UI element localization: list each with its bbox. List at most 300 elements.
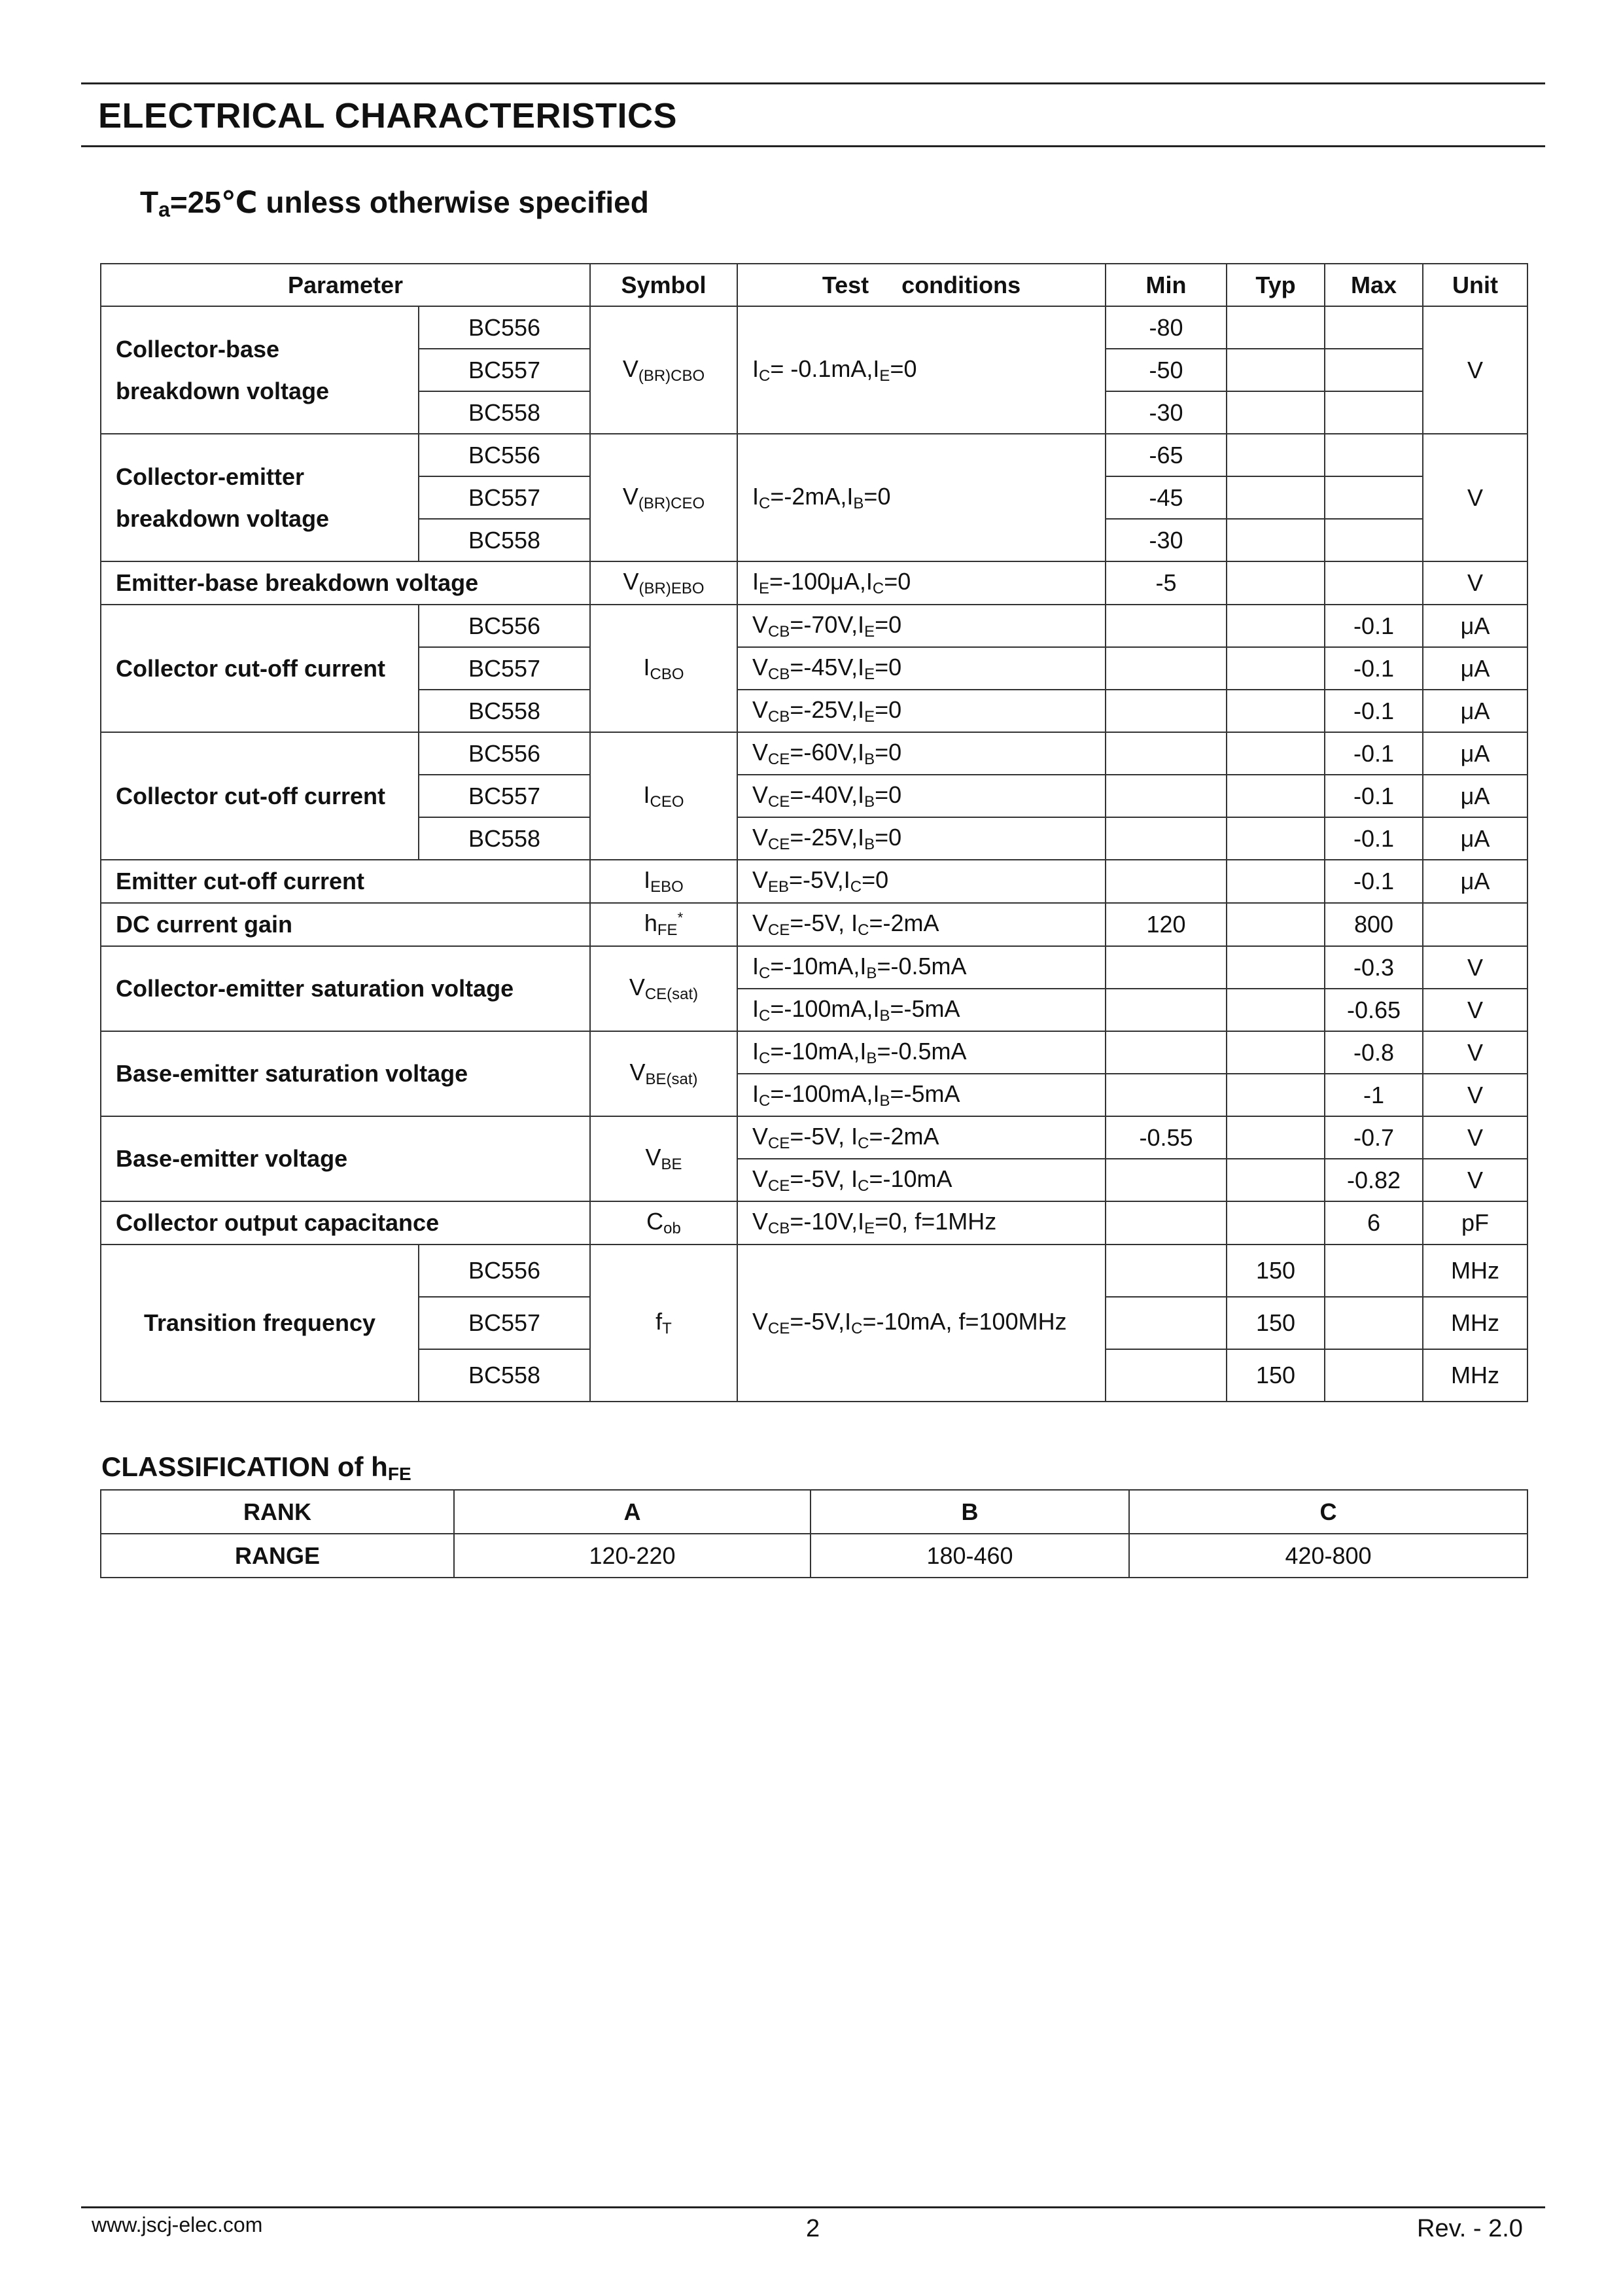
- max-cell: [1325, 561, 1423, 605]
- c: =-5V,I: [789, 866, 850, 893]
- sym: h: [644, 910, 657, 936]
- device-cell: BC556: [419, 605, 590, 647]
- min-cell: [1106, 1349, 1227, 1402]
- c: =-5V, I: [790, 1122, 858, 1150]
- c: V: [752, 610, 769, 638]
- typ-cell: [1227, 860, 1325, 903]
- typ-cell: [1227, 476, 1325, 519]
- test-cell: [737, 989, 1106, 1031]
- device-cell: BC558: [419, 1349, 590, 1402]
- test-cell: [737, 1159, 1106, 1201]
- s: EB: [768, 878, 790, 896]
- symbol-cell: [590, 1245, 737, 1402]
- max-cell: -0.65: [1325, 989, 1423, 1031]
- c: =-70V,I: [790, 610, 865, 638]
- c: I: [752, 1037, 759, 1065]
- table-row: [101, 434, 1527, 476]
- typ-cell: 150: [1227, 1297, 1325, 1349]
- c: V: [752, 738, 769, 766]
- unit-cell: MHz: [1423, 1297, 1527, 1349]
- param-ft: Transition frequency: [101, 1245, 419, 1402]
- s: CE: [768, 921, 790, 939]
- c: =-100μA,I: [769, 568, 873, 595]
- max-cell: -0.1: [1325, 605, 1423, 647]
- unit-cell: μA: [1423, 817, 1527, 860]
- c: =-5mA: [890, 995, 960, 1022]
- sym-sub: ob: [663, 1220, 681, 1237]
- max-cell: [1325, 1297, 1423, 1349]
- typ-cell: [1227, 1159, 1325, 1201]
- sym: V: [622, 355, 638, 382]
- s: E: [759, 580, 770, 597]
- header-symbol: Symbol: [590, 264, 737, 306]
- param-vbe: Base-emitter voltage: [101, 1116, 590, 1201]
- sym-sub: CBO: [650, 665, 684, 683]
- device-cell: BC557: [419, 349, 590, 391]
- device-cell: BC556: [419, 1245, 590, 1297]
- device-cell: BC558: [419, 690, 590, 732]
- max-cell: [1325, 476, 1423, 519]
- header-typ: Typ: [1227, 264, 1325, 306]
- sym-sub: BE: [661, 1156, 682, 1173]
- table-row: [101, 1534, 1527, 1578]
- min-cell: [1106, 690, 1227, 732]
- max-cell: [1325, 434, 1423, 476]
- max-cell: [1325, 349, 1423, 391]
- table-row: [101, 306, 1527, 349]
- unit-cell: [1423, 903, 1527, 946]
- min-cell: -30: [1106, 391, 1227, 434]
- param-icbo: Collector cut-off current: [101, 605, 419, 732]
- sym-sub: (BR)EBO: [638, 580, 705, 597]
- sym-sub: (BR)CEO: [638, 494, 705, 512]
- test-cell: [737, 1074, 1106, 1116]
- symbol-cell: [590, 1116, 737, 1201]
- c: =-2mA: [869, 910, 939, 936]
- param-vbesat: Base-emitter saturation voltage: [101, 1031, 590, 1116]
- device-cell: BC556: [419, 434, 590, 476]
- cond-rest: =25℃ unless otherwise specified: [169, 185, 649, 219]
- s: C: [759, 366, 771, 385]
- c: V: [752, 910, 769, 936]
- s: E: [864, 707, 875, 726]
- unit-cell: μA: [1423, 647, 1527, 690]
- symbol-cell: [590, 434, 737, 561]
- page-title: ELECTRICAL CHARACTERISTICS: [98, 96, 678, 135]
- c: =-10V,I: [790, 1208, 865, 1235]
- param-emitter-base: Emitter-base breakdown voltage: [101, 561, 590, 605]
- sym: V: [623, 568, 639, 595]
- device-cell: BC557: [419, 476, 590, 519]
- sym: I: [643, 653, 650, 680]
- c: I: [752, 952, 759, 980]
- conditions-heading: [140, 185, 649, 222]
- sym: C: [646, 1208, 664, 1235]
- sym-sub: EBO: [650, 878, 684, 896]
- s: B: [879, 1091, 890, 1110]
- top-rule: [81, 82, 1545, 84]
- max-cell: 800: [1325, 903, 1423, 946]
- sym-sub: T: [662, 1320, 672, 1337]
- device-cell: BC558: [419, 391, 590, 434]
- unit-cell: μA: [1423, 732, 1527, 775]
- test-cell: [737, 946, 1106, 989]
- test-cell: [737, 903, 1106, 946]
- param-collector-base: [101, 306, 419, 434]
- c: =0: [884, 568, 911, 595]
- c: =0: [875, 738, 902, 766]
- c: =-5mA: [890, 1080, 960, 1107]
- unit-cell: MHz: [1423, 1349, 1527, 1402]
- unit-cell: V: [1423, 1031, 1527, 1074]
- typ-cell: [1227, 1116, 1325, 1159]
- c: =0: [864, 482, 891, 510]
- sym: V: [622, 482, 638, 510]
- typ-cell: [1227, 647, 1325, 690]
- c: =-100mA,I: [770, 1080, 880, 1107]
- c: =-2mA: [869, 1122, 939, 1150]
- max-cell: [1325, 391, 1423, 434]
- s: C: [858, 1134, 869, 1152]
- test-cell: [737, 1245, 1106, 1402]
- symbol-cell: [590, 561, 737, 605]
- classification-title-text: CLASSIFICATION of h: [101, 1451, 388, 1482]
- device-cell: BC557: [419, 775, 590, 817]
- header-max: Max: [1325, 264, 1423, 306]
- c: =-10mA, f=100MHz: [862, 1308, 1067, 1335]
- param-collector-emitter: [101, 434, 419, 561]
- min-cell: [1106, 605, 1227, 647]
- test-cell: [737, 1201, 1106, 1245]
- min-cell: [1106, 1031, 1227, 1074]
- min-cell: [1106, 1074, 1227, 1116]
- c: =0: [875, 653, 902, 680]
- c: =-0.5mA: [877, 952, 967, 980]
- unit-cell: MHz: [1423, 1245, 1527, 1297]
- s: B: [879, 1006, 890, 1025]
- device-cell: BC557: [419, 1297, 590, 1349]
- c: V: [752, 781, 769, 808]
- s: E: [864, 665, 875, 683]
- header-unit: Unit: [1423, 264, 1527, 306]
- typ-cell: [1227, 775, 1325, 817]
- min-cell: [1106, 647, 1227, 690]
- max-cell: -0.1: [1325, 775, 1423, 817]
- s: CB: [768, 707, 790, 726]
- header-min: Min: [1106, 264, 1227, 306]
- s: C: [759, 1049, 771, 1067]
- c: =-2mA,I: [770, 482, 854, 510]
- min-cell: [1106, 1245, 1227, 1297]
- c: I: [752, 1080, 759, 1107]
- unit-cell: V: [1423, 946, 1527, 989]
- typ-cell: [1227, 306, 1325, 349]
- param-vcesat: Collector-emitter saturation voltage: [101, 946, 590, 1031]
- max-cell: -0.1: [1325, 732, 1423, 775]
- test-cell: [737, 690, 1106, 732]
- table-row: [101, 1245, 1527, 1297]
- max-cell: -1: [1325, 1074, 1423, 1116]
- c: I: [752, 482, 759, 510]
- c: I: [752, 995, 759, 1022]
- symbol-cell: [590, 306, 737, 434]
- sym: f: [655, 1308, 663, 1335]
- min-cell: -65: [1106, 434, 1227, 476]
- table-row: [101, 903, 1527, 946]
- max-cell: [1325, 1349, 1423, 1402]
- symbol-cell: [590, 605, 737, 732]
- param-cob: Collector output capacitance: [101, 1201, 590, 1245]
- s: CB: [768, 665, 790, 683]
- header-test-conditions: Test conditions: [737, 264, 1106, 306]
- symbol-cell: [590, 732, 737, 860]
- rank-b: B: [811, 1490, 1129, 1534]
- table-row: [101, 946, 1527, 989]
- sym: V: [629, 974, 645, 1000]
- c: =0: [875, 696, 902, 723]
- symbol-cell: [590, 946, 737, 1031]
- table-row: [101, 1031, 1527, 1074]
- rank-c: C: [1129, 1490, 1527, 1534]
- s: B: [866, 1049, 877, 1067]
- unit-cell: μA: [1423, 775, 1527, 817]
- test-cell: [737, 1031, 1106, 1074]
- sym-sub: CEO: [650, 792, 684, 811]
- c: = -0.1mA,I: [770, 355, 880, 382]
- param-line: breakdown voltage: [116, 377, 330, 404]
- typ-cell: [1227, 946, 1325, 989]
- s: C: [851, 1320, 863, 1337]
- c: V: [752, 1208, 769, 1235]
- typ-cell: [1227, 690, 1325, 732]
- page-number: 2: [806, 2215, 820, 2242]
- test-cell: [737, 561, 1106, 605]
- range-b: 180-460: [811, 1534, 1129, 1578]
- c: =-45V,I: [790, 653, 865, 680]
- c: =0: [862, 866, 889, 893]
- unit-cell: V: [1423, 989, 1527, 1031]
- c: V: [752, 1308, 769, 1335]
- min-cell: [1106, 775, 1227, 817]
- range-label: RANGE: [101, 1534, 454, 1578]
- c: V: [752, 866, 769, 893]
- test-cell: [737, 817, 1106, 860]
- sym: I: [644, 866, 651, 893]
- s: C: [858, 921, 869, 939]
- min-cell: [1106, 732, 1227, 775]
- max-cell: -0.8: [1325, 1031, 1423, 1074]
- typ-cell: [1227, 349, 1325, 391]
- c: I: [752, 355, 759, 382]
- range-c: 420-800: [1129, 1534, 1527, 1578]
- c: =-5V, I: [790, 1165, 858, 1192]
- typ-cell: [1227, 519, 1325, 561]
- range-a: 120-220: [454, 1534, 811, 1578]
- unit-cell: V: [1423, 1159, 1527, 1201]
- typ-cell: [1227, 732, 1325, 775]
- symbol-cell: [590, 1201, 737, 1245]
- typ-cell: [1227, 391, 1325, 434]
- min-cell: -80: [1106, 306, 1227, 349]
- c: =-10mA: [869, 1165, 952, 1192]
- unit-cell: μA: [1423, 860, 1527, 903]
- s: CE: [768, 750, 790, 768]
- typ-cell: [1227, 1201, 1325, 1245]
- min-cell: [1106, 1159, 1227, 1201]
- test-cell: [737, 1116, 1106, 1159]
- cond-t: T: [140, 185, 159, 219]
- c: =-40V,I: [790, 781, 865, 808]
- test-cell: [737, 775, 1106, 817]
- sym-sub: FE: [657, 921, 678, 939]
- table-row: [101, 860, 1527, 903]
- s: C: [850, 878, 862, 896]
- typ-cell: [1227, 434, 1325, 476]
- c: V: [752, 1165, 769, 1192]
- typ-cell: [1227, 1031, 1325, 1074]
- c: V: [752, 823, 769, 851]
- typ-cell: [1227, 561, 1325, 605]
- c: =-10mA,I: [770, 1037, 867, 1065]
- max-cell: 6: [1325, 1201, 1423, 1245]
- min-cell: -5: [1106, 561, 1227, 605]
- param-line: Collector-base: [116, 335, 280, 362]
- device-cell: BC558: [419, 817, 590, 860]
- sym-sub: BE(sat): [645, 1070, 698, 1088]
- s: CE: [768, 1320, 790, 1337]
- param-hfe: DC current gain: [101, 903, 590, 946]
- sym: I: [643, 781, 650, 808]
- s: C: [759, 1091, 771, 1110]
- table-row: [101, 1490, 1527, 1534]
- footer-url: www.jscj-elec.com: [92, 2213, 263, 2236]
- device-cell: BC556: [419, 306, 590, 349]
- typ-cell: [1227, 605, 1325, 647]
- device-cell: BC558: [419, 519, 590, 561]
- footer-rule: [81, 2206, 1545, 2208]
- unit-cell: μA: [1423, 605, 1527, 647]
- s: C: [759, 964, 771, 982]
- c: =0, f=1MHz: [875, 1208, 997, 1235]
- typ-cell: [1227, 817, 1325, 860]
- unit-cell: V: [1423, 434, 1527, 561]
- sym: V: [629, 1059, 646, 1086]
- typ-cell: 150: [1227, 1245, 1325, 1297]
- max-cell: [1325, 306, 1423, 349]
- unit-cell: pF: [1423, 1201, 1527, 1245]
- max-cell: -0.1: [1325, 817, 1423, 860]
- device-cell: BC557: [419, 647, 590, 690]
- c: I: [752, 568, 759, 595]
- rank-a: A: [454, 1490, 811, 1534]
- s: E: [864, 622, 875, 641]
- s: CB: [768, 1220, 790, 1237]
- min-cell: [1106, 860, 1227, 903]
- unit-cell: μA: [1423, 690, 1527, 732]
- typ-cell: 150: [1227, 1349, 1325, 1402]
- table-row: [101, 561, 1527, 605]
- sym-sup: *: [677, 910, 684, 926]
- max-cell: -0.82: [1325, 1159, 1423, 1201]
- typ-cell: [1227, 1074, 1325, 1116]
- min-cell: -30: [1106, 519, 1227, 561]
- s: B: [864, 750, 875, 768]
- table-row: [101, 605, 1527, 647]
- min-cell: 120: [1106, 903, 1227, 946]
- c: =0: [875, 610, 902, 638]
- c: V: [752, 696, 769, 723]
- s: CE: [768, 792, 790, 811]
- max-cell: -0.1: [1325, 690, 1423, 732]
- sym: V: [645, 1144, 661, 1171]
- s: B: [864, 792, 875, 811]
- max-cell: [1325, 1245, 1423, 1297]
- max-cell: -0.1: [1325, 860, 1423, 903]
- c: =-0.5mA: [877, 1037, 967, 1065]
- test-cell: [737, 605, 1106, 647]
- test-cell: [737, 306, 1106, 434]
- c: =-25V,I: [790, 696, 865, 723]
- param-line: breakdown voltage: [116, 504, 330, 532]
- title-underline: [81, 145, 1545, 147]
- test-cell: [737, 434, 1106, 561]
- min-cell: [1106, 817, 1227, 860]
- c: =-10mA,I: [770, 952, 867, 980]
- s: C: [759, 1006, 771, 1025]
- c: =-25V,I: [790, 823, 865, 851]
- typ-cell: [1227, 989, 1325, 1031]
- c: =-5V, I: [790, 910, 858, 936]
- symbol-cell: [590, 1031, 737, 1116]
- s: C: [759, 494, 771, 512]
- classification-title-sub: FE: [387, 1464, 411, 1484]
- typ-cell: [1227, 903, 1325, 946]
- param-iceo: Collector cut-off current: [101, 732, 419, 860]
- c: =0: [890, 355, 917, 382]
- electrical-characteristics-table: [100, 263, 1528, 1402]
- s: CE: [768, 1176, 790, 1195]
- test-cell: [737, 647, 1106, 690]
- test-cell: [737, 860, 1106, 903]
- header-parameter: Parameter: [101, 264, 590, 306]
- rank-label: RANK: [101, 1490, 454, 1534]
- s: E: [864, 1220, 875, 1237]
- min-cell: [1106, 946, 1227, 989]
- s: CE: [768, 835, 790, 853]
- unit-cell: V: [1423, 561, 1527, 605]
- c: =0: [875, 823, 902, 851]
- param-iebo: Emitter cut-off current: [101, 860, 590, 903]
- symbol-cell: [590, 903, 737, 946]
- c: =-100mA,I: [770, 995, 880, 1022]
- unit-cell: V: [1423, 1116, 1527, 1159]
- max-cell: [1325, 519, 1423, 561]
- s: B: [866, 964, 877, 982]
- symbol-cell: [590, 860, 737, 903]
- min-cell: [1106, 1297, 1227, 1349]
- unit-cell: V: [1423, 306, 1527, 434]
- c: =-5V,I: [790, 1308, 852, 1335]
- s: CE: [768, 1134, 790, 1152]
- header-row: [101, 264, 1527, 306]
- sym-sub: CE(sat): [644, 985, 699, 1003]
- min-cell: [1106, 989, 1227, 1031]
- sym-sub: (BR)CBO: [638, 366, 705, 385]
- s: B: [853, 494, 864, 512]
- unit-cell: V: [1423, 1074, 1527, 1116]
- table-row: [101, 1201, 1527, 1245]
- c: V: [752, 1122, 769, 1150]
